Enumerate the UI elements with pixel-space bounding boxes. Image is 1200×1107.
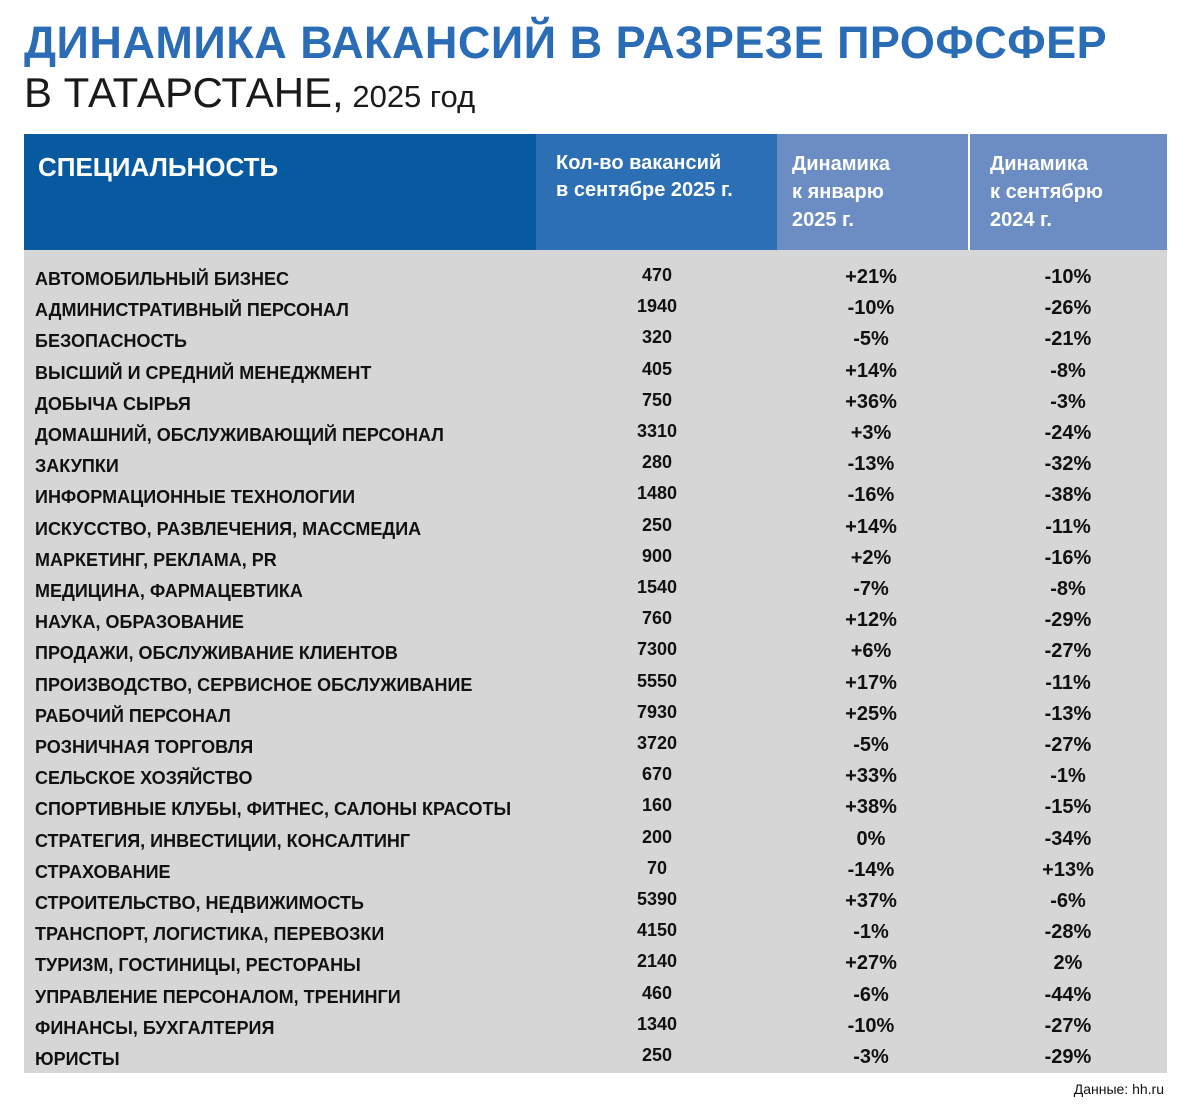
specialty-name: ПРОИЗВОДСТВО, СЕРВИСНОЕ ОБСЛУЖИВАНИЕ (35, 674, 473, 695)
table-row (24, 754, 1167, 789)
header-sep-line2: к сентябрю (990, 181, 1104, 203)
dynamics-january: +17% (845, 671, 897, 694)
dynamics-january: +6% (850, 640, 892, 663)
page-subtitle (24, 70, 475, 126)
header-divider (968, 134, 970, 250)
specialty-name: СТРАТЕГИЯ, ИНВЕСТИЦИИ, КОНСАЛТИНГ (35, 830, 411, 851)
dynamics-january: -1% (853, 921, 889, 944)
table-row (24, 505, 1167, 539)
dynamics-january: -7% (853, 578, 889, 600)
dynamics-january: +3% (850, 422, 892, 444)
vacancy-count: 1340 (636, 1013, 678, 1034)
table-row (24, 349, 1167, 383)
table-row (24, 848, 1167, 882)
dynamics-september: -27% (1044, 640, 1092, 663)
subtitle-region: В ТАТАРСТАНЕ, (24, 69, 344, 116)
specialty-name: ДОБЫЧА СЫРЬЯ (35, 393, 191, 414)
dynamics-september: -29% (1044, 1046, 1092, 1068)
dynamics-september: -38% (1044, 484, 1092, 507)
dynamics-september: -3% (1050, 390, 1086, 413)
vacancy-count: 405 (641, 358, 673, 379)
specialty-name: АДМИНИСТРАТИВНЫЙ ПЕРСОНАЛ (35, 300, 349, 321)
table-row (24, 286, 1167, 321)
dynamics-september: -34% (1044, 827, 1092, 850)
vacancy-count: 2140 (636, 951, 678, 972)
dynamics-september: -1% (1050, 765, 1086, 788)
vacancy-count: 250 (641, 514, 673, 535)
dynamics-september: -27% (1044, 734, 1092, 756)
header-vacancy-count (536, 134, 777, 250)
header-sep-line1: Динамика (990, 153, 1088, 175)
dynamics-september: -32% (1044, 453, 1092, 476)
vacancy-count: 1940 (636, 296, 678, 317)
vacancy-count: 70 (646, 857, 668, 878)
subtitle-year: 2025 год (343, 79, 476, 114)
dynamics-january: -14% (847, 858, 895, 881)
dynamics-january: +33% (845, 765, 897, 788)
specialty-name: НАУКА, ОБРАЗОВАНИЕ (35, 612, 244, 633)
vacancy-count: 7300 (636, 639, 678, 660)
vacancy-count: 3720 (636, 733, 678, 753)
table-row (24, 473, 1167, 508)
dynamics-january: +27% (845, 952, 897, 975)
vacancy-count: 280 (641, 452, 673, 473)
table-body (24, 250, 1167, 1073)
specialty-name: ВЫСШИЙ И СРЕДНИЙ МЕНЕДЖМЕНТ (35, 362, 372, 383)
dynamics-january: +14% (845, 515, 897, 538)
vacancy-count: 760 (641, 608, 673, 629)
dynamics-january: +38% (845, 796, 897, 819)
specialty-name: АВТОМОБИЛЬНЫЙ БИЗНЕС (35, 269, 290, 289)
specialty-name: ПРОДАЖИ, ОБСЛУЖИВАНИЕ КЛИЕНТОВ (35, 643, 398, 664)
table-row (24, 817, 1167, 851)
table-row (24, 692, 1167, 726)
header-jan-line3: 2025 г. (792, 209, 854, 231)
dynamics-september: -13% (1044, 702, 1092, 725)
table-row (24, 941, 1167, 976)
specialty-name: ДОМАШНИЙ, ОБСЛУЖИВАЮЩИЙ ПЕРСОНАЛ (35, 425, 444, 445)
dynamics-september: -16% (1044, 546, 1092, 569)
dynamics-january: +21% (845, 266, 897, 288)
vacancy-count: 3310 (636, 421, 678, 441)
header-dynamics-january (777, 134, 970, 250)
table-row (24, 973, 1167, 1007)
dynamics-september: +13% (1042, 858, 1094, 881)
dynamics-september: -11% (1045, 515, 1091, 538)
specialty-name: МЕДИЦИНА, ФАРМАЦЕВТИКА (35, 581, 303, 601)
dynamics-january: -10% (847, 1014, 895, 1037)
table-row (24, 1004, 1167, 1038)
vacancy-count: 4150 (636, 920, 678, 941)
dynamics-september: -27% (1044, 1014, 1092, 1037)
vacancy-count: 5390 (636, 889, 678, 909)
header-dynamics-september (970, 134, 1167, 250)
dynamics-january: +25% (845, 702, 897, 725)
dynamics-september: -44% (1044, 983, 1092, 1006)
vacancy-count: 320 (641, 327, 673, 348)
dynamics-january: +37% (845, 890, 897, 912)
specialty-name: ИСКУССТВО, РАЗВЛЕЧЕНИЯ, МАССМЕДИА (35, 518, 422, 539)
vacancy-count: 5550 (636, 670, 678, 691)
specialty-name: РАБОЧИЙ ПЕРСОНАЛ (35, 705, 231, 726)
table-row (24, 442, 1167, 477)
dynamics-september: -10% (1044, 266, 1092, 288)
specialty-name: РОЗНИЧНАЯ ТОРГОВЛЯ (35, 737, 254, 757)
dynamics-january: +12% (845, 609, 897, 632)
specialty-name: МАРКЕТИНГ, РЕКЛАМА, PR (35, 549, 277, 570)
header-count-line1: Кол-во вакансий (556, 152, 722, 174)
specialty-name: СЕЛЬСКОЕ ХОЗЯЙСТВО (35, 768, 253, 789)
dynamics-september: -28% (1044, 921, 1092, 944)
dynamics-january: -10% (847, 297, 895, 320)
vacancy-count: 250 (641, 1045, 673, 1065)
dynamics-september: -29% (1044, 609, 1092, 632)
specialty-name: ЮРИСТЫ (35, 1049, 120, 1069)
table-row (24, 567, 1167, 601)
specialty-name: ТРАНСПОРТ, ЛОГИСТИКА, ПЕРЕВОЗКИ (35, 924, 385, 945)
table-row (24, 255, 1167, 289)
header-sep-line3: 2024 г. (990, 209, 1052, 231)
dynamics-january: 0% (856, 827, 886, 850)
vacancy-count: 460 (641, 982, 673, 1003)
dynamics-september: -8% (1050, 578, 1086, 600)
specialty-name: ФИНАНСЫ, БУХГАЛТЕРИЯ (35, 1017, 275, 1038)
table-row (24, 411, 1167, 445)
dynamics-september: -11% (1045, 671, 1091, 694)
dynamics-september: -24% (1044, 422, 1092, 444)
dynamics-january: -3% (853, 1046, 889, 1068)
dynamics-september: -21% (1044, 328, 1092, 351)
vacancy-count: 670 (641, 764, 673, 785)
specialty-name: БЕЗОПАСНОСТЬ (35, 331, 187, 352)
table-row (24, 536, 1167, 570)
dynamics-january: -5% (853, 734, 889, 756)
specialty-name: СПОРТИВНЫЕ КЛУБЫ, ФИТНЕС, САЛОНЫ КРАСОТЫ (35, 799, 512, 820)
table-row (24, 879, 1167, 913)
specialty-name: СТРОИТЕЛЬСТВО, НЕДВИЖИМОСТЬ (35, 893, 364, 913)
vacancy-count: 7930 (636, 701, 678, 722)
dynamics-september: -15% (1044, 796, 1092, 819)
vacancy-count: 750 (641, 389, 673, 410)
header-count-line2: в сентябре 2025 г. (556, 179, 733, 201)
table-row (24, 629, 1167, 664)
vacancy-count: 1540 (636, 577, 678, 597)
table-row (24, 723, 1167, 757)
specialty-name: ИНФОРМАЦИОННЫЕ ТЕХНОЛОГИИ (35, 487, 356, 508)
vacancy-count: 160 (641, 795, 673, 816)
header-jan-line1: Динамика (792, 153, 890, 175)
header-specialty: СПЕЦИАЛЬНОСТЬ (24, 134, 536, 250)
dynamics-january: -16% (847, 484, 895, 507)
table-row (24, 598, 1167, 633)
dynamics-january: +14% (845, 359, 897, 382)
specialty-name: ТУРИЗМ, ГОСТИНИЦЫ, РЕСТОРАНЫ (35, 955, 361, 976)
specialty-name: ЗАКУПКИ (35, 456, 119, 477)
table-header (24, 134, 1167, 250)
page-title: ДИНАМИКА ВАКАНСИЙ В РАЗРЕЗЕ ПРОФСФЕР (24, 17, 1108, 68)
table-row (24, 661, 1167, 695)
dynamics-september: 2% (1053, 952, 1083, 975)
table-row (24, 1035, 1167, 1069)
table-row (24, 785, 1167, 820)
dynamics-september: -26% (1044, 297, 1092, 320)
dynamics-january: -13% (847, 453, 895, 476)
vacancy-count: 470 (641, 265, 673, 285)
specialty-name: СТРАХОВАНИЕ (35, 861, 171, 882)
table-row (24, 910, 1167, 945)
dynamics-january: -6% (853, 983, 889, 1006)
table-row (24, 380, 1167, 414)
dynamics-january: -5% (853, 328, 889, 351)
vacancy-count: 200 (641, 826, 673, 847)
data-source: Данные: hh.ru (1073, 1081, 1164, 1097)
dynamics-january: +2% (850, 546, 892, 569)
dynamics-september: -8% (1050, 359, 1086, 382)
dynamics-january: +36% (845, 390, 897, 413)
vacancy-count: 1480 (636, 483, 678, 504)
specialty-name: УПРАВЛЕНИЕ ПЕРСОНАЛОМ, ТРЕНИНГИ (35, 986, 401, 1007)
table-row (24, 317, 1167, 352)
vacancy-count: 900 (641, 545, 673, 566)
header-jan-line2: к январю (792, 181, 884, 203)
dynamics-september: -6% (1050, 890, 1086, 912)
